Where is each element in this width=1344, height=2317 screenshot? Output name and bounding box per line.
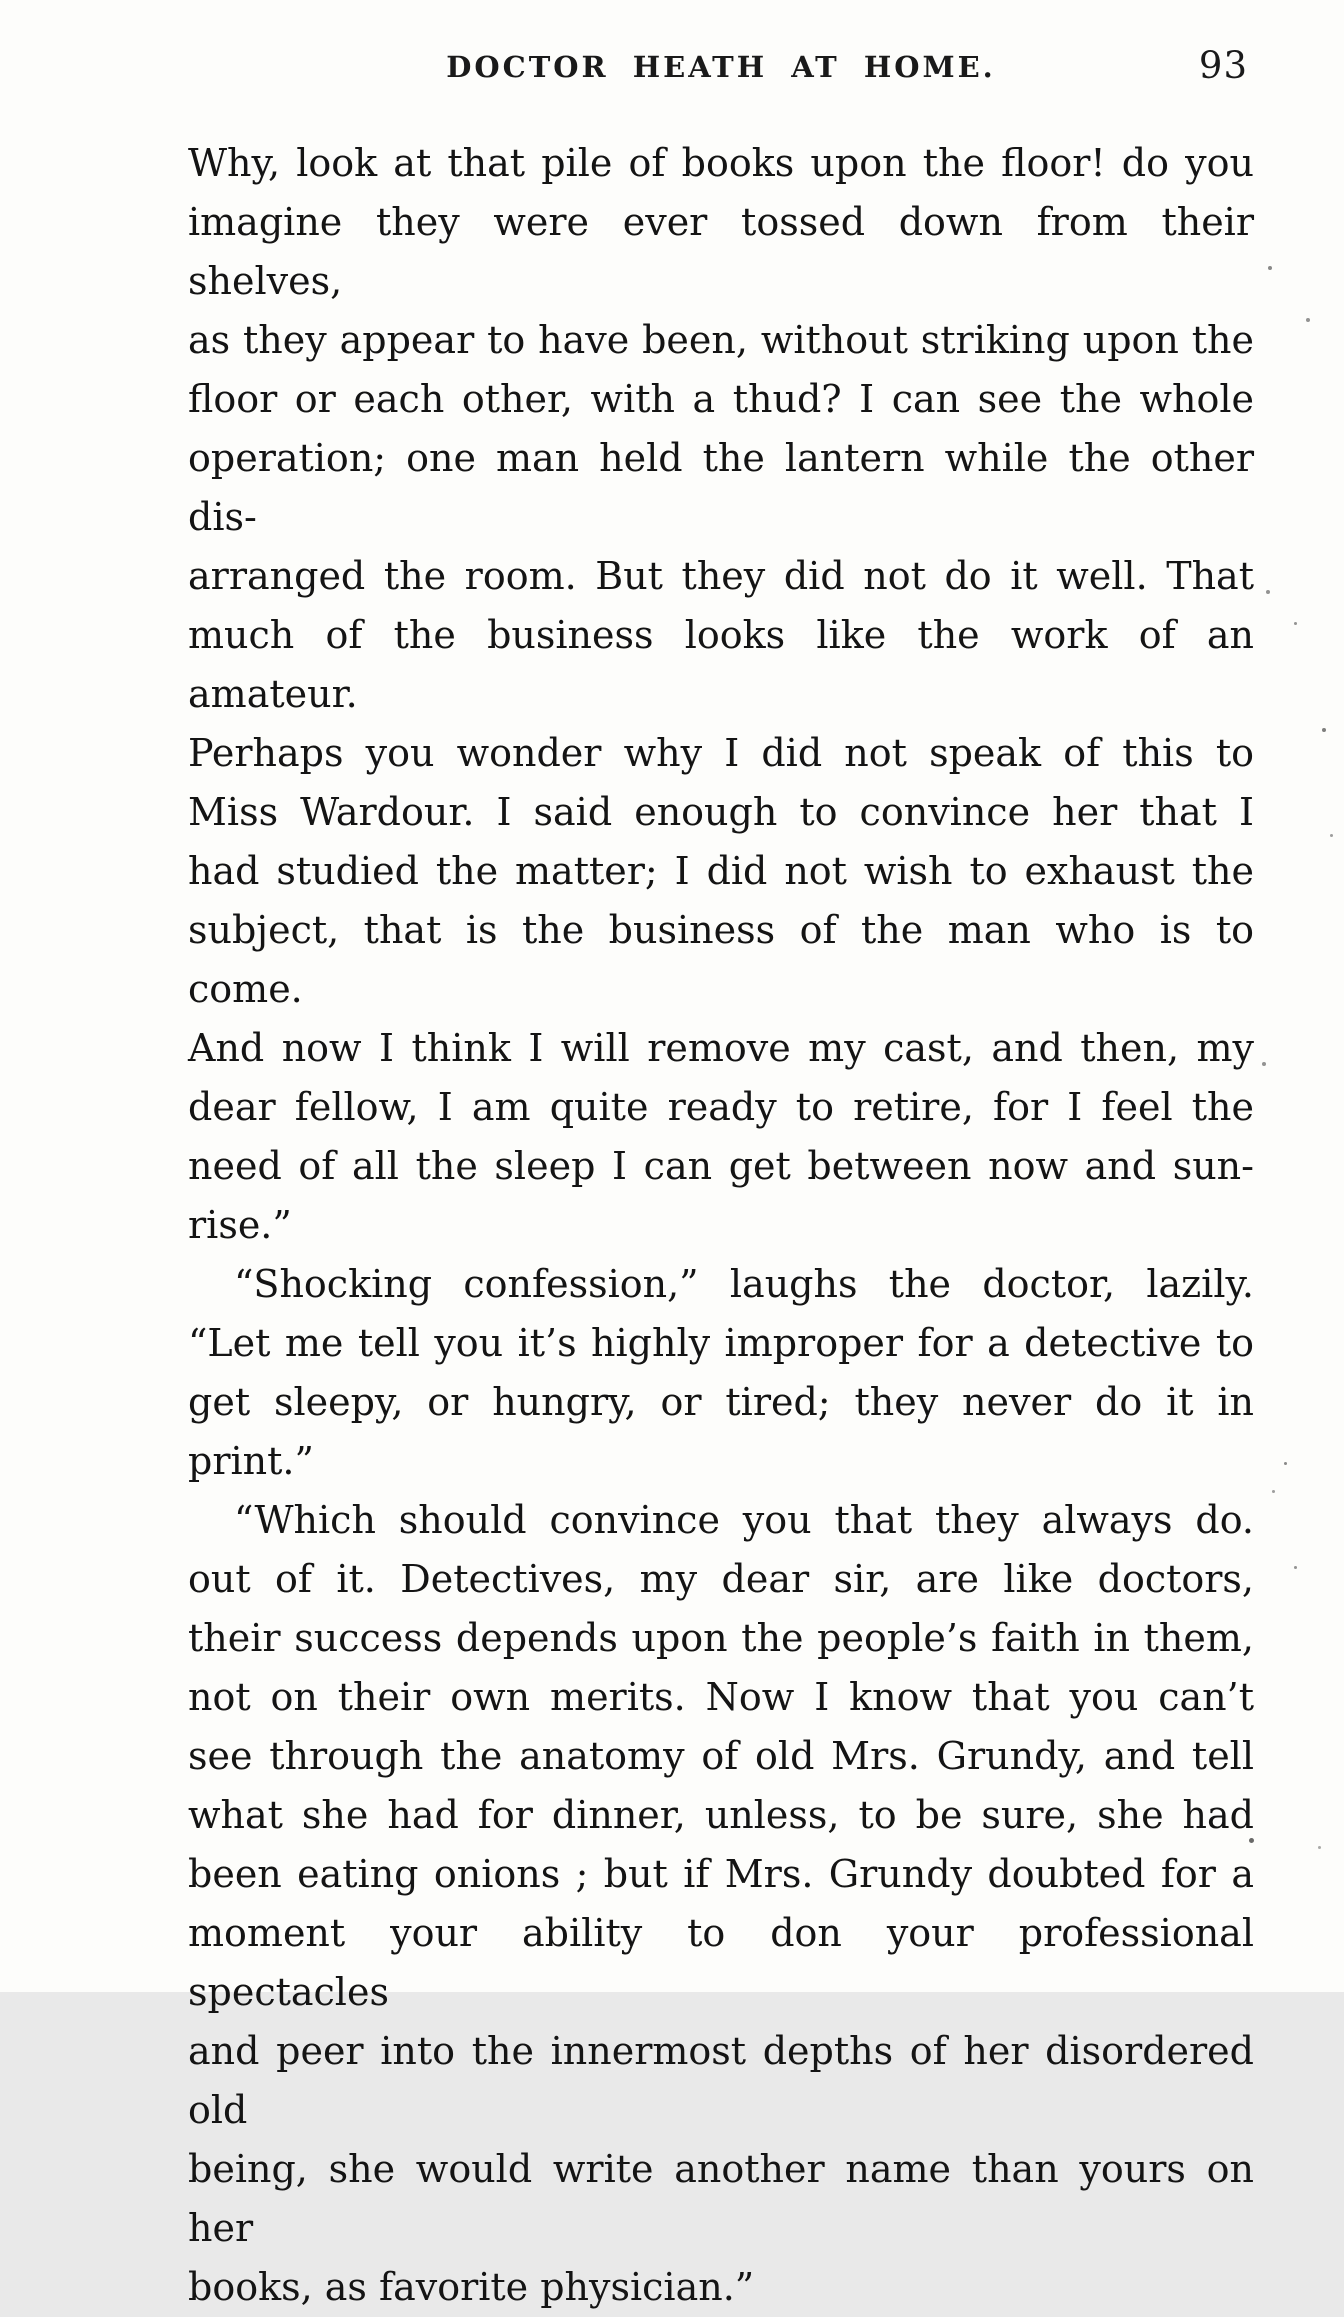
text-line: arranged the room. But they did not do it well. That: [188, 554, 1254, 598]
text-line: floor or each other, with a thud? I can see the whole: [188, 377, 1254, 421]
text-line: Miss Wardour. I said enough to convince her that I: [188, 790, 1254, 834]
text-line: “Let me tell you it’s highly improper for a detective to: [188, 1321, 1254, 1365]
text-line: imagine they were ever tossed down from their shelves,: [188, 200, 1254, 303]
text-line: dear fellow, I am quite ready to retire, for I feel the: [188, 1085, 1254, 1129]
text-line: print.”: [188, 1439, 314, 1483]
text-line: operation; one man held the lantern while the other dis-: [188, 436, 1254, 539]
scan-speck: [1262, 1062, 1266, 1066]
page-header: [188, 44, 1254, 100]
scan-speck: [1284, 1462, 1287, 1465]
text-line: had studied the matter; I did not wish to exhaust the: [188, 849, 1254, 893]
paragraph: [188, 134, 1254, 1255]
text-line: what she had for dinner, unless, to be sure, she had: [188, 1793, 1254, 1837]
text-line: “Which should convince you that they always do.: [234, 1498, 1254, 1542]
running-title: DOCTOR HEATH AT HOME.: [446, 50, 996, 84]
text-line: much of the business looks like the work of an amateur.: [188, 613, 1254, 716]
scan-speck: [1306, 318, 1310, 322]
scan-speck: [1268, 266, 1272, 270]
page-body: [188, 134, 1254, 2317]
text-line: rise.”: [188, 1203, 292, 1247]
text-line: subject, that is the business of the man who is to come.: [188, 908, 1254, 1011]
scan-speck: [1266, 590, 1270, 594]
text-line: moment your ability to don your professional spectacles: [188, 1911, 1254, 2014]
text-line: “Shocking confession,” laughs the doctor, lazily.: [234, 1262, 1254, 1306]
paragraph: [188, 1255, 1254, 1491]
text-line: need of all the sleep I can get between now and sun-: [188, 1144, 1254, 1188]
scan-speck: [1249, 1838, 1254, 1843]
text-line: books, as favorite physician.”: [188, 2265, 755, 2309]
scan-speck: [1322, 728, 1326, 732]
scan-speck: [1272, 1490, 1275, 1493]
text-line: as they appear to have been, without striking upon the: [188, 318, 1254, 362]
text-line: get sleepy, or hungry, or tired; they never do it in: [188, 1380, 1254, 1424]
scan-speck: [1294, 1566, 1297, 1569]
text-line: Why, look at that pile of books upon the floor! do you: [188, 141, 1254, 185]
scan-speck: [1318, 1846, 1321, 1849]
text-line: and peer into the innermost depths of her disordered old: [188, 2029, 1254, 2132]
text-line: their success depends upon the people’s faith in them,: [188, 1616, 1254, 1660]
paragraph: [188, 1491, 1254, 2317]
text-line: not on their own merits. Now I know that you can’t: [188, 1675, 1254, 1719]
text-line: being, she would write another name than yours on her: [188, 2147, 1254, 2250]
text-line: Perhaps you wonder why I did not speak of this to: [188, 731, 1254, 775]
text-line: And now I think I will remove my cast, and then, my: [188, 1026, 1254, 1070]
text-line: out of it. Detectives, my dear sir, are like doctors,: [188, 1557, 1254, 1601]
text-line: been eating onions ; but if Mrs. Grundy doubted for a: [188, 1852, 1254, 1896]
scan-speck: [1330, 834, 1333, 837]
page-number: 93: [1198, 44, 1248, 87]
scan-speck: [1294, 622, 1297, 625]
text-line: see through the anatomy of old Mrs. Grundy, and tell: [188, 1734, 1254, 1778]
